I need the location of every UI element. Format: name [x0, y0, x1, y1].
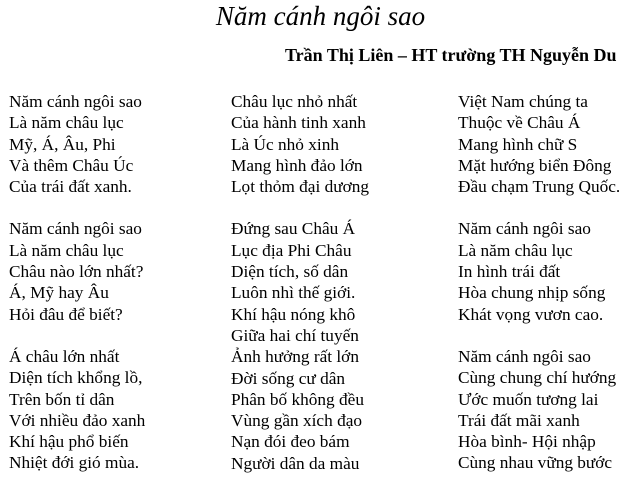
poem-line: Á châu lớn nhất [9, 346, 120, 366]
poem-line: Năm cánh ngôi sao [458, 346, 591, 366]
stanza [458, 218, 620, 324]
poem-line: Là Úc nhỏ xinh [231, 134, 339, 154]
stanza [458, 346, 620, 474]
poem-line: Châu nào lớn nhất? [9, 262, 144, 282]
poem-line: Nạn đói đeo bám [231, 432, 350, 452]
poem-line: Hòa chung nhịp sống [458, 283, 606, 303]
poem-line: Là năm châu lục [9, 240, 124, 260]
poem-line: Cùng chung chí hướng [458, 368, 617, 388]
stanza [231, 91, 369, 197]
poem-line: Ước muốn tương lai [458, 389, 599, 409]
poem-line: Năm cánh ngôi sao [458, 219, 591, 239]
poem-line: Mang hình chữ S [458, 134, 578, 154]
poem-line: Luôn nhì thế giới. [231, 283, 356, 303]
poem-line: Đầu chạm Trung Quốc. [458, 177, 621, 197]
poem-line: Của hành tinh xanh [231, 113, 366, 133]
poem-line: Hòa bình- Hội nhập [458, 432, 596, 452]
poem-line: Trên bốn tỉ dân [9, 389, 115, 409]
poem-line: Khát vọng vươn cao. [458, 304, 604, 324]
poem-line: Mỹ, Á, Âu, Phi [9, 134, 116, 154]
poem-line: In hình trái đất [458, 262, 561, 282]
poem-line: Khí hậu nóng khô [231, 304, 356, 324]
stanza [9, 346, 145, 474]
poem-line: Châu lục nhỏ nhất [231, 92, 358, 111]
poem-line: Ảnh hưởng rất lớn [231, 347, 359, 367]
poem-line: Mặt hướng biển Đông [458, 155, 612, 175]
poem-line: Với nhiều đảo xanh [9, 410, 146, 430]
poem-line: Phân bố không đều [231, 389, 364, 409]
poem-line: Người dân da màu [231, 453, 360, 473]
poem-line: Cùng nhau vững bước [458, 453, 613, 473]
stanza [458, 91, 620, 197]
poem-line: Năm cánh ngôi sao [9, 92, 142, 111]
poem-line: Vùng gần xích đạo [231, 411, 363, 431]
stanza [9, 218, 145, 324]
poem-line: Mang hình đảo lớn [231, 155, 363, 175]
poem-line: Hỏi đâu để biết? [9, 304, 123, 324]
poem-line: Của trái đất xanh. [9, 177, 132, 197]
poem-line: Đứng sau Châu Á [231, 219, 356, 239]
poem-line: Năm cánh ngôi sao [9, 219, 142, 239]
poem-line: Và thêm Châu Úc [9, 155, 134, 175]
stanza [231, 218, 369, 474]
poem-line: Á, Mỹ hay Âu [9, 283, 109, 303]
poem-line: Là năm châu lục [9, 113, 124, 133]
poem-column-2 [231, 91, 369, 495]
poem-line: Việt Nam chúng ta [458, 92, 588, 111]
poem-line: Giữa hai chí tuyến [231, 325, 359, 345]
poem-column-3 [458, 91, 620, 495]
poem-line: Diện tích, số dân [231, 262, 349, 282]
poem-line: Diện tích khổng lồ, [9, 368, 143, 388]
poem-line: Là năm châu lục [458, 240, 573, 260]
poem-line: Thuộc về Châu Á [458, 113, 581, 133]
poem-line: Lọt thỏm đại dương [231, 177, 370, 197]
poem-line: Lục địa Phi Châu [231, 240, 352, 260]
poem-column-1 [9, 91, 145, 495]
poem-line: Đời sống cư dân [231, 368, 346, 388]
stanza [9, 91, 145, 197]
poem-title: Năm cánh ngôi sao [215, 1, 426, 31]
poem-author: Trần Thị Liên – HT trường TH Nguyễn Du [285, 45, 617, 65]
poem-line: Nhiệt đới gió mùa. [9, 453, 140, 473]
poem-line: Trái đất mãi xanh [458, 410, 580, 430]
poem-line: Khí hậu phổ biến [9, 432, 129, 452]
